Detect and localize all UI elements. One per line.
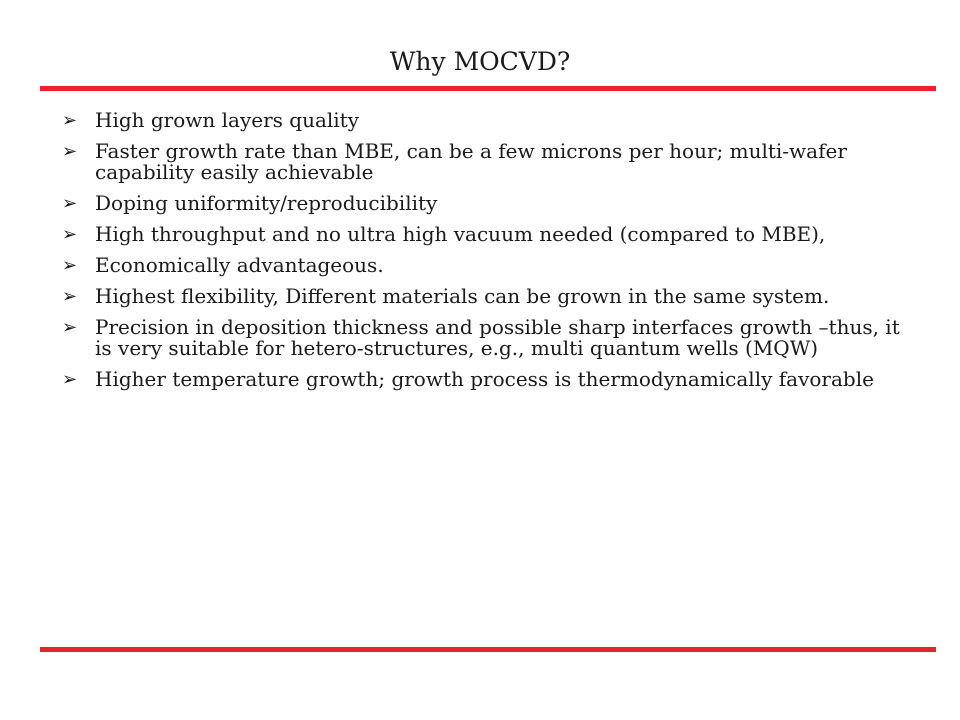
arrowhead-bullet-icon: ➢ <box>62 224 78 245</box>
bullet-text: Faster growth rate than MBE, can be a few microns per hour; multi-wafer capability easily achievable <box>95 139 847 184</box>
slide-title: Why MOCVD? <box>389 47 571 76</box>
arrowhead-bullet-icon: ➢ <box>62 255 78 276</box>
bullet-item <box>62 224 912 245</box>
bullet-item <box>62 369 912 390</box>
arrowhead-bullet-icon: ➢ <box>62 369 78 390</box>
bullet-item <box>62 193 912 214</box>
bullet-text: Precision in deposition thickness and possible sharp interfaces growth –thus, it is very suitable for hetero-structures, e.g., multi quantum wells (MQW) <box>95 315 900 360</box>
arrowhead-bullet-icon: ➢ <box>62 110 78 131</box>
bottom-divider <box>40 647 936 652</box>
bullet-text: High grown layers quality <box>95 108 360 132</box>
bullet-text: Higher temperature growth; growth process is thermodynamically favorable <box>95 367 874 391</box>
bullet-item <box>62 141 912 183</box>
bullet-text: Highest flexibility, Different materials can be grown in the same system. <box>95 284 830 308</box>
arrowhead-bullet-icon: ➢ <box>62 317 78 338</box>
bullet-list <box>62 110 912 400</box>
arrowhead-bullet-icon: ➢ <box>62 286 78 307</box>
top-divider <box>40 86 936 91</box>
bullet-item <box>62 286 912 307</box>
arrowhead-bullet-icon: ➢ <box>62 193 78 214</box>
bullet-text: Economically advantageous. <box>95 253 384 277</box>
arrowhead-bullet-icon: ➢ <box>62 141 78 162</box>
bullet-item <box>62 317 912 359</box>
bullet-item <box>62 255 912 276</box>
bullet-text: Doping uniformity/reproducibility <box>95 191 438 215</box>
bullet-item <box>62 110 912 131</box>
bullet-text: High throughput and no ultra high vacuum needed (compared to MBE), <box>95 222 826 246</box>
